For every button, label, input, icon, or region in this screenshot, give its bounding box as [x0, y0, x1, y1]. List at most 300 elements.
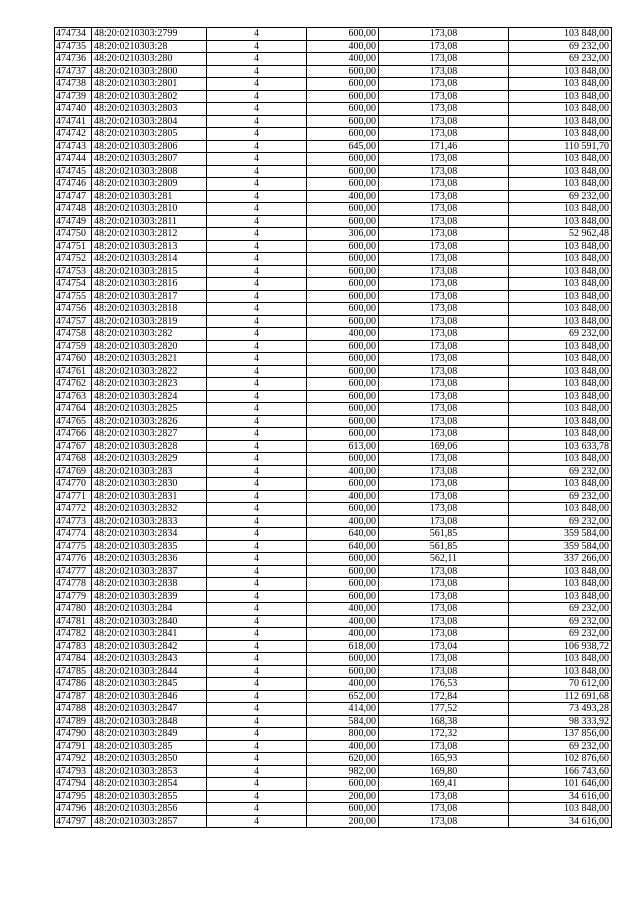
cadastral-number-cell: 48:20:0210303:2819 — [92, 315, 207, 328]
table-row — [55, 440, 612, 453]
row-number-cell: 474754 — [55, 278, 92, 291]
cadastral-value-cell: 106 938,72 — [509, 640, 612, 653]
table-row — [55, 453, 612, 466]
row-number-cell: 474778 — [55, 578, 92, 591]
specific-value-cell: 173,08 — [379, 265, 509, 278]
cadastral-value-cell: 101 646,00 — [509, 778, 612, 791]
table-row — [55, 278, 612, 291]
cadastral-number-cell: 48:20:0210303:2821 — [92, 353, 207, 366]
specific-value-cell: 173,08 — [379, 165, 509, 178]
area-cell: 600,00 — [307, 178, 379, 191]
cadastral-number-cell: 48:20:0210303:2803 — [92, 103, 207, 116]
table-row — [55, 28, 612, 41]
area-cell: 600,00 — [307, 415, 379, 428]
specific-value-cell: 173,08 — [379, 790, 509, 803]
area-cell: 600,00 — [307, 303, 379, 316]
row-number-cell: 474767 — [55, 440, 92, 453]
table-row — [55, 815, 612, 828]
cadastral-value-cell: 103 848,00 — [509, 103, 612, 116]
cadastral-number-cell: 48:20:0210303:2813 — [92, 240, 207, 253]
cadastral-number-cell: 48:20:0210303:2802 — [92, 90, 207, 103]
table-row — [55, 515, 612, 528]
specific-value-cell: 168,38 — [379, 715, 509, 728]
table-row — [55, 378, 612, 391]
table-row — [55, 503, 612, 516]
specific-value-cell: 169,41 — [379, 778, 509, 791]
area-cell: 652,00 — [307, 690, 379, 703]
specific-value-cell: 173,08 — [379, 290, 509, 303]
area-cell: 600,00 — [307, 315, 379, 328]
area-cell: 600,00 — [307, 665, 379, 678]
cadastral-number-cell: 48:20:0210303:2810 — [92, 203, 207, 216]
cadastral-value-cell: 69 232,00 — [509, 328, 612, 341]
specific-value-cell: 173,08 — [379, 65, 509, 78]
area-cell: 600,00 — [307, 340, 379, 353]
table-row — [55, 740, 612, 753]
cadastral-value-cell: 103 848,00 — [509, 803, 612, 816]
table-row — [55, 190, 612, 203]
cadastral-value-cell: 103 848,00 — [509, 265, 612, 278]
specific-value-cell: 173,08 — [379, 578, 509, 591]
cadastral-number-cell: 48:20:0210303:282 — [92, 328, 207, 341]
cadastral-number-cell: 48:20:0210303:2817 — [92, 290, 207, 303]
category-cell: 4 — [207, 815, 307, 828]
category-cell: 4 — [207, 465, 307, 478]
specific-value-cell: 173,08 — [379, 465, 509, 478]
cadastral-number-cell: 48:20:0210303:2838 — [92, 578, 207, 591]
row-number-cell: 474779 — [55, 590, 92, 603]
category-cell: 4 — [207, 628, 307, 641]
specific-value-cell: 173,08 — [379, 453, 509, 466]
table-row — [55, 678, 612, 691]
specific-value-cell: 173,08 — [379, 353, 509, 366]
row-number-cell: 474745 — [55, 165, 92, 178]
specific-value-cell: 173,08 — [379, 315, 509, 328]
category-cell: 4 — [207, 190, 307, 203]
category-cell: 4 — [207, 53, 307, 66]
row-number-cell: 474796 — [55, 803, 92, 816]
cadastral-value-cell: 337 266,00 — [509, 553, 612, 566]
cadastral-number-cell: 48:20:0210303:2811 — [92, 215, 207, 228]
area-cell: 600,00 — [307, 378, 379, 391]
specific-value-cell: 171,46 — [379, 140, 509, 153]
cadastral-number-cell: 48:20:0210303:2840 — [92, 615, 207, 628]
cadastral-number-cell: 48:20:0210303:2830 — [92, 478, 207, 491]
area-cell: 620,00 — [307, 753, 379, 766]
row-number-cell: 474741 — [55, 115, 92, 128]
area-cell: 600,00 — [307, 128, 379, 141]
table-row — [55, 153, 612, 166]
cadastral-value-cell: 103 848,00 — [509, 78, 612, 91]
table-row — [55, 303, 612, 316]
cadastral-number-cell: 48:20:0210303:2826 — [92, 415, 207, 428]
cadastral-value-cell: 103 848,00 — [509, 653, 612, 666]
cadastral-number-cell: 48:20:0210303:2804 — [92, 115, 207, 128]
category-cell: 4 — [207, 378, 307, 391]
area-cell: 600,00 — [307, 90, 379, 103]
table-row — [55, 365, 612, 378]
cadastral-value-cell: 359 584,00 — [509, 540, 612, 553]
table-row — [55, 78, 612, 91]
specific-value-cell: 173,08 — [379, 403, 509, 416]
category-cell: 4 — [207, 503, 307, 516]
cadastral-value-cell: 103 848,00 — [509, 340, 612, 353]
category-cell: 4 — [207, 203, 307, 216]
cadastral-number-cell: 48:20:0210303:2837 — [92, 565, 207, 578]
cadastral-value-cell: 98 333,92 — [509, 715, 612, 728]
specific-value-cell: 562,11 — [379, 553, 509, 566]
cadastral-number-cell: 48:20:0210303:2841 — [92, 628, 207, 641]
specific-value-cell: 169,06 — [379, 440, 509, 453]
cadastral-number-cell: 48:20:0210303:2800 — [92, 65, 207, 78]
area-cell: 600,00 — [307, 353, 379, 366]
specific-value-cell: 173,08 — [379, 178, 509, 191]
cadastral-value-cell: 69 232,00 — [509, 515, 612, 528]
cadastral-value-cell: 103 848,00 — [509, 453, 612, 466]
category-cell: 4 — [207, 228, 307, 241]
row-number-cell: 474747 — [55, 190, 92, 203]
category-cell: 4 — [207, 590, 307, 603]
category-cell: 4 — [207, 90, 307, 103]
row-number-cell: 474742 — [55, 128, 92, 141]
row-number-cell: 474740 — [55, 103, 92, 116]
cadastral-number-cell: 48:20:0210303:2846 — [92, 690, 207, 703]
specific-value-cell: 173,08 — [379, 628, 509, 641]
area-cell: 400,00 — [307, 740, 379, 753]
category-cell: 4 — [207, 765, 307, 778]
cadastral-number-cell: 48:20:0210303:2843 — [92, 653, 207, 666]
cadastral-number-cell: 48:20:0210303:2806 — [92, 140, 207, 153]
category-cell: 4 — [207, 65, 307, 78]
row-number-cell: 474786 — [55, 678, 92, 691]
cadastral-value-cell: 103 848,00 — [509, 365, 612, 378]
area-cell: 600,00 — [307, 553, 379, 566]
specific-value-cell: 173,08 — [379, 28, 509, 41]
category-cell: 4 — [207, 165, 307, 178]
table-row — [55, 228, 612, 241]
category-cell: 4 — [207, 403, 307, 416]
cadastral-number-cell: 48:20:0210303:2832 — [92, 503, 207, 516]
cadastral-value-cell: 103 848,00 — [509, 203, 612, 216]
row-number-cell: 474760 — [55, 353, 92, 366]
specific-value-cell: 173,08 — [379, 615, 509, 628]
specific-value-cell: 173,08 — [379, 53, 509, 66]
cadastral-value-cell: 103 848,00 — [509, 28, 612, 41]
table-row — [55, 253, 612, 266]
specific-value-cell: 173,08 — [379, 390, 509, 403]
category-cell: 4 — [207, 803, 307, 816]
cadastral-number-cell: 48:20:0210303:2835 — [92, 540, 207, 553]
row-number-cell: 474744 — [55, 153, 92, 166]
table-row — [55, 803, 612, 816]
area-cell: 600,00 — [307, 778, 379, 791]
cadastral-value-cell: 103 848,00 — [509, 90, 612, 103]
specific-value-cell: 173,08 — [379, 253, 509, 266]
cadastral-number-cell: 48:20:0210303:2831 — [92, 490, 207, 503]
cadastral-value-cell: 110 591,70 — [509, 140, 612, 153]
specific-value-cell: 173,08 — [379, 340, 509, 353]
specific-value-cell: 172,84 — [379, 690, 509, 703]
specific-value-cell: 177,52 — [379, 703, 509, 716]
cadastral-value-cell: 112 691,68 — [509, 690, 612, 703]
row-number-cell: 474789 — [55, 715, 92, 728]
cadastral-value-cell: 103 848,00 — [509, 578, 612, 591]
table-row — [55, 140, 612, 153]
table-row — [55, 603, 612, 616]
specific-value-cell: 173,08 — [379, 190, 509, 203]
category-cell: 4 — [207, 778, 307, 791]
cadastral-value-cell: 52 962,48 — [509, 228, 612, 241]
area-cell: 600,00 — [307, 403, 379, 416]
row-number-cell: 474752 — [55, 253, 92, 266]
row-number-cell: 474738 — [55, 78, 92, 91]
row-number-cell: 474788 — [55, 703, 92, 716]
area-cell: 400,00 — [307, 515, 379, 528]
cadastral-value-cell: 103 848,00 — [509, 665, 612, 678]
table-row — [55, 590, 612, 603]
row-number-cell: 474757 — [55, 315, 92, 328]
category-cell: 4 — [207, 678, 307, 691]
category-cell: 4 — [207, 390, 307, 403]
specific-value-cell: 173,08 — [379, 565, 509, 578]
area-cell: 600,00 — [307, 103, 379, 116]
category-cell: 4 — [207, 103, 307, 116]
cadastral-number-cell: 48:20:0210303:2801 — [92, 78, 207, 91]
category-cell: 4 — [207, 240, 307, 253]
row-number-cell: 474772 — [55, 503, 92, 516]
cadastral-value-cell: 69 232,00 — [509, 53, 612, 66]
area-cell: 618,00 — [307, 640, 379, 653]
cadastral-value-cell: 69 232,00 — [509, 740, 612, 753]
area-cell: 200,00 — [307, 790, 379, 803]
category-cell: 4 — [207, 140, 307, 153]
cadastral-value-cell: 103 848,00 — [509, 415, 612, 428]
specific-value-cell: 173,04 — [379, 640, 509, 653]
area-cell: 600,00 — [307, 503, 379, 516]
row-number-cell: 474763 — [55, 390, 92, 403]
table-row — [55, 403, 612, 416]
area-cell: 400,00 — [307, 40, 379, 53]
cadastral-value-cell: 166 743,60 — [509, 765, 612, 778]
area-cell: 400,00 — [307, 465, 379, 478]
area-cell: 600,00 — [307, 153, 379, 166]
area-cell: 600,00 — [307, 265, 379, 278]
area-cell: 600,00 — [307, 478, 379, 491]
row-number-cell: 474792 — [55, 753, 92, 766]
area-cell: 414,00 — [307, 703, 379, 716]
cadastral-number-cell: 48:20:0210303:2844 — [92, 665, 207, 678]
category-cell: 4 — [207, 740, 307, 753]
cadastral-number-cell: 48:20:0210303:2827 — [92, 428, 207, 441]
table-row — [55, 340, 612, 353]
cadastral-value-cell: 69 232,00 — [509, 490, 612, 503]
cadastral-value-cell: 69 232,00 — [509, 40, 612, 53]
cadastral-value-cell: 103 848,00 — [509, 128, 612, 141]
area-cell: 600,00 — [307, 65, 379, 78]
cadastral-number-cell: 48:20:0210303:2824 — [92, 390, 207, 403]
table-row — [55, 240, 612, 253]
category-cell: 4 — [207, 353, 307, 366]
table-row — [55, 765, 612, 778]
row-number-cell: 474758 — [55, 328, 92, 341]
table-row — [55, 715, 612, 728]
category-cell: 4 — [207, 665, 307, 678]
category-cell: 4 — [207, 340, 307, 353]
specific-value-cell: 173,08 — [379, 490, 509, 503]
cadastral-value-cell: 103 848,00 — [509, 390, 612, 403]
table-row — [55, 115, 612, 128]
cadastral-number-cell: 48:20:0210303:28 — [92, 40, 207, 53]
specific-value-cell: 173,08 — [379, 478, 509, 491]
area-cell: 400,00 — [307, 490, 379, 503]
cadastral-number-cell: 48:20:0210303:2836 — [92, 553, 207, 566]
cadastral-value-cell: 73 493,28 — [509, 703, 612, 716]
cadastral-number-cell: 48:20:0210303:2808 — [92, 165, 207, 178]
cadastral-value-cell: 102 876,60 — [509, 753, 612, 766]
area-cell: 400,00 — [307, 628, 379, 641]
area-cell: 600,00 — [307, 253, 379, 266]
area-cell: 584,00 — [307, 715, 379, 728]
table-row — [55, 215, 612, 228]
category-cell: 4 — [207, 265, 307, 278]
category-cell: 4 — [207, 303, 307, 316]
category-cell: 4 — [207, 253, 307, 266]
category-cell: 4 — [207, 690, 307, 703]
cadastral-number-cell: 48:20:0210303:280 — [92, 53, 207, 66]
specific-value-cell: 173,08 — [379, 78, 509, 91]
area-cell: 613,00 — [307, 440, 379, 453]
category-cell: 4 — [207, 753, 307, 766]
row-number-cell: 474766 — [55, 428, 92, 441]
specific-value-cell: 173,08 — [379, 740, 509, 753]
area-cell: 600,00 — [307, 390, 379, 403]
specific-value-cell: 173,08 — [379, 278, 509, 291]
area-cell: 982,00 — [307, 765, 379, 778]
table-row — [55, 665, 612, 678]
row-number-cell: 474791 — [55, 740, 92, 753]
specific-value-cell: 173,08 — [379, 415, 509, 428]
area-cell: 400,00 — [307, 678, 379, 691]
table-row — [55, 578, 612, 591]
category-cell: 4 — [207, 40, 307, 53]
row-number-cell: 474765 — [55, 415, 92, 428]
cadastral-value-cell: 103 848,00 — [509, 65, 612, 78]
area-cell: 640,00 — [307, 540, 379, 553]
table-row — [55, 390, 612, 403]
table-row — [55, 178, 612, 191]
row-number-cell: 474790 — [55, 728, 92, 741]
area-cell: 800,00 — [307, 728, 379, 741]
cadastral-number-cell: 48:20:0210303:2857 — [92, 815, 207, 828]
category-cell: 4 — [207, 428, 307, 441]
cadastral-value-cell: 137 856,00 — [509, 728, 612, 741]
cadastral-number-cell: 48:20:0210303:2833 — [92, 515, 207, 528]
category-cell: 4 — [207, 78, 307, 91]
row-number-cell: 474782 — [55, 628, 92, 641]
row-number-cell: 474739 — [55, 90, 92, 103]
area-cell: 640,00 — [307, 528, 379, 541]
table-row — [55, 315, 612, 328]
table-row — [55, 490, 612, 503]
table-row — [55, 203, 612, 216]
table-row — [55, 353, 612, 366]
cadastral-number-cell: 48:20:0210303:2809 — [92, 178, 207, 191]
row-number-cell: 474783 — [55, 640, 92, 653]
specific-value-cell: 173,08 — [379, 603, 509, 616]
cadastral-number-cell: 48:20:0210303:2853 — [92, 765, 207, 778]
specific-value-cell: 173,08 — [379, 90, 509, 103]
specific-value-cell: 173,08 — [379, 428, 509, 441]
cadastral-value-cell: 103 848,00 — [509, 478, 612, 491]
cadastral-value-cell: 103 848,00 — [509, 153, 612, 166]
row-number-cell: 474781 — [55, 615, 92, 628]
cadastral-number-cell: 48:20:0210303:2823 — [92, 378, 207, 391]
row-number-cell: 474768 — [55, 453, 92, 466]
category-cell: 4 — [207, 715, 307, 728]
cadastral-value-cell: 103 848,00 — [509, 353, 612, 366]
category-cell: 4 — [207, 565, 307, 578]
cadastral-number-cell: 48:20:0210303:2807 — [92, 153, 207, 166]
cadastral-number-cell: 48:20:0210303:2814 — [92, 253, 207, 266]
area-cell: 600,00 — [307, 428, 379, 441]
cadastral-number-cell: 48:20:0210303:2834 — [92, 528, 207, 541]
cadastral-value-cell: 103 848,00 — [509, 290, 612, 303]
cadastral-value-cell: 103 848,00 — [509, 240, 612, 253]
cadastral-value-table — [54, 27, 612, 828]
area-cell: 200,00 — [307, 815, 379, 828]
cadastral-value-cell: 103 848,00 — [509, 503, 612, 516]
category-cell: 4 — [207, 365, 307, 378]
row-number-cell: 474748 — [55, 203, 92, 216]
table-row — [55, 778, 612, 791]
table-body — [55, 28, 612, 828]
row-number-cell: 474743 — [55, 140, 92, 153]
row-number-cell: 474787 — [55, 690, 92, 703]
specific-value-cell: 173,08 — [379, 378, 509, 391]
cadastral-value-cell: 103 848,00 — [509, 378, 612, 391]
category-cell: 4 — [207, 315, 307, 328]
cadastral-value-cell: 103 848,00 — [509, 315, 612, 328]
row-number-cell: 474773 — [55, 515, 92, 528]
category-cell: 4 — [207, 790, 307, 803]
specific-value-cell: 165,93 — [379, 753, 509, 766]
row-number-cell: 474794 — [55, 778, 92, 791]
row-number-cell: 474764 — [55, 403, 92, 416]
cadastral-number-cell: 48:20:0210303:2839 — [92, 590, 207, 603]
row-number-cell: 474774 — [55, 528, 92, 541]
table-row — [55, 103, 612, 116]
area-cell: 600,00 — [307, 565, 379, 578]
category-cell: 4 — [207, 215, 307, 228]
cadastral-number-cell: 48:20:0210303:2854 — [92, 778, 207, 791]
area-cell: 600,00 — [307, 215, 379, 228]
row-number-cell: 474780 — [55, 603, 92, 616]
area-cell: 400,00 — [307, 615, 379, 628]
table-row — [55, 65, 612, 78]
table-row — [55, 428, 612, 441]
cadastral-number-cell: 48:20:0210303:2849 — [92, 728, 207, 741]
area-cell: 400,00 — [307, 190, 379, 203]
cadastral-number-cell: 48:20:0210303:2842 — [92, 640, 207, 653]
cadastral-number-cell: 48:20:0210303:2818 — [92, 303, 207, 316]
cadastral-number-cell: 48:20:0210303:2850 — [92, 753, 207, 766]
table-row — [55, 690, 612, 703]
area-cell: 600,00 — [307, 803, 379, 816]
area-cell: 400,00 — [307, 53, 379, 66]
row-number-cell: 474795 — [55, 790, 92, 803]
category-cell: 4 — [207, 290, 307, 303]
cadastral-number-cell: 48:20:0210303:2799 — [92, 28, 207, 41]
